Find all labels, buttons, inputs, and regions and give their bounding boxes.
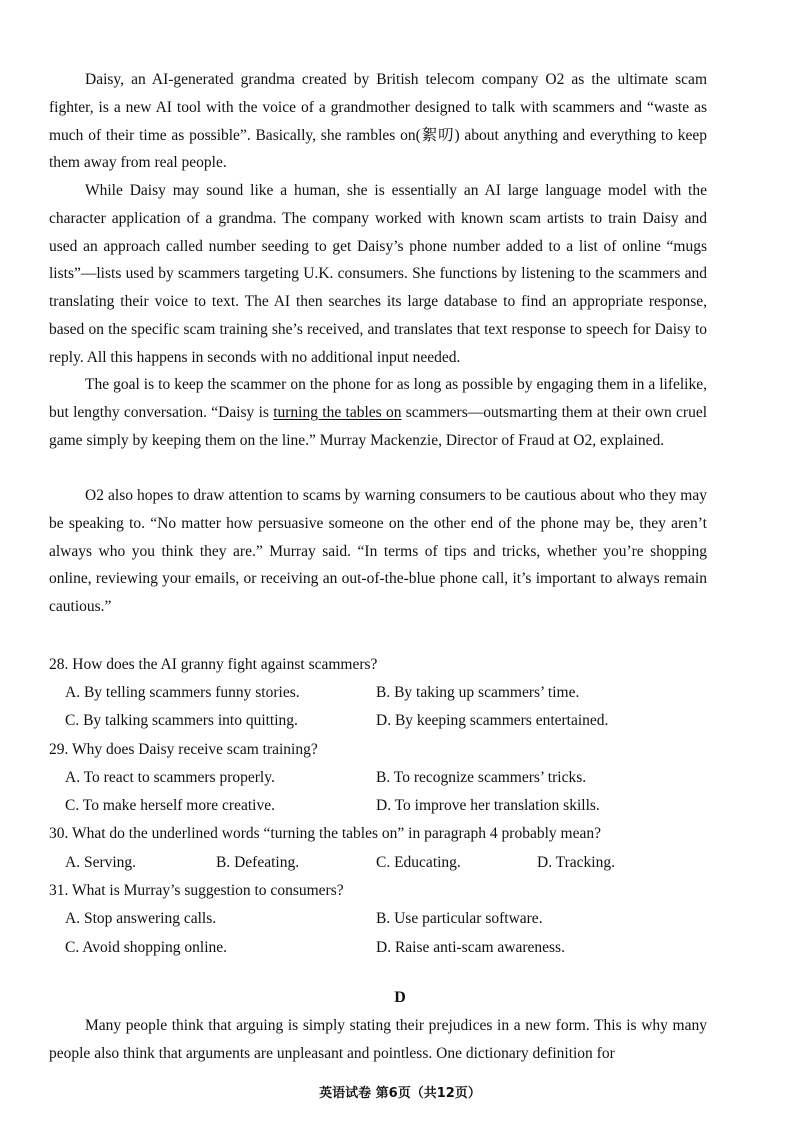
question-30-stem: 30. What do the underlined words “turning the tables on” in paragraph 4 probably mean? xyxy=(49,825,601,842)
page-footer: 英语试卷 第6页（共12页） xyxy=(319,1086,481,1101)
question-30-option-d: D. Tracking. xyxy=(537,854,615,871)
question-28-stem: 28. How does the AI granny fight against scammers? xyxy=(49,656,378,673)
question-31-option-a: A. Stop answering calls. xyxy=(65,910,217,927)
question-28-option-b: B. By taking up scammers’ time. xyxy=(376,684,580,701)
paragraph-3-text-after: scammers—outsmarting them at their own cruel game simply by keeping them on the line.” Murray Mackenzie, Director of Fraud at O2, explained. xyxy=(49,403,708,449)
question-31-option-b: B. Use particular software. xyxy=(376,910,543,927)
section-letter-d: D xyxy=(394,989,406,1006)
question-31-option-c: C. Avoid shopping online. xyxy=(65,939,228,956)
question-29-option-b: B. To recognize scammers’ tricks. xyxy=(376,769,587,786)
passage-c-paragraph-3 xyxy=(49,371,707,454)
question-28-option-c: C. By talking scammers into quitting. xyxy=(65,712,298,729)
passage-c-paragraph-1: Daisy, an AI-generated grandma created by British telecom company O2 as the ultimate scam fighter, is a new AI tool with the voice of a grandmother designed to talk with scammers and “waste as much of their time as possible”. Basically, she rambles on(絮叨) about anything and everything to keep them away from real people. xyxy=(49,71,707,172)
underlined-phrase: turning the tables on xyxy=(273,403,402,421)
question-30-option-a: A. Serving. xyxy=(65,854,137,871)
question-29-stem: 29. Why does Daisy receive scam training? xyxy=(49,741,318,758)
question-29-option-c: C. To make herself more creative. xyxy=(65,797,275,814)
question-30-option-b: B. Defeating. xyxy=(216,854,300,871)
passage-c-paragraph-4: O2 also hopes to draw attention to scams by warning consumers to be cautious about who they may be speaking to. “No matter how persuasive someone on the other end of the phone may be, they aren’t always who you think they are.” Murray said. “In terms of tips and tricks, whether you’re shopping online, reviewing your emails, or receiving an out-of-the-blue phone call, it’s important to always remain cautious.” xyxy=(49,487,707,616)
question-29-option-a: A. To react to scammers properly. xyxy=(65,769,275,786)
paragraph-3-text-before: The goal is to keep the scammer on the phone for as long as possible by engaging them in a lifelike, but lengthy conversation. “Daisy is xyxy=(49,376,707,421)
passage-d-paragraph-1: Many people think that arguing is simply stating their prejudices in a new form. This is why many people also think that arguments are unpleasant and pointless. One dictionary definition for xyxy=(49,1017,707,1062)
question-31-option-d: D. Raise anti-scam awareness. xyxy=(376,939,565,956)
question-31-stem: 31. What is Murray’s suggestion to consumers? xyxy=(49,882,344,899)
passage-c-paragraph-2: While Daisy may sound like a human, she is essentially an AI large language model with the character application of a grandma. The company worked with known scam artists to train Daisy and used an approach called number seeding to get Daisy’s phone number added to a list of online “mugs lists”—lists used by scammers targeting U.K. consumers. She functions by listening to the scammers and translating their voice to text. The AI then searches its large database to find an appropriate response, based on the specific scam training she’s received, and translates that text response to speech for Daisy to reply. All this happens in seconds with no additional input needed. xyxy=(49,182,707,366)
question-28-option-a: A. By telling scammers funny stories. xyxy=(65,684,300,701)
question-29-option-d: D. To improve her translation skills. xyxy=(376,797,600,814)
question-28-option-d: D. By keeping scammers entertained. xyxy=(376,712,609,729)
question-30-option-c: C. Educating. xyxy=(376,854,461,871)
